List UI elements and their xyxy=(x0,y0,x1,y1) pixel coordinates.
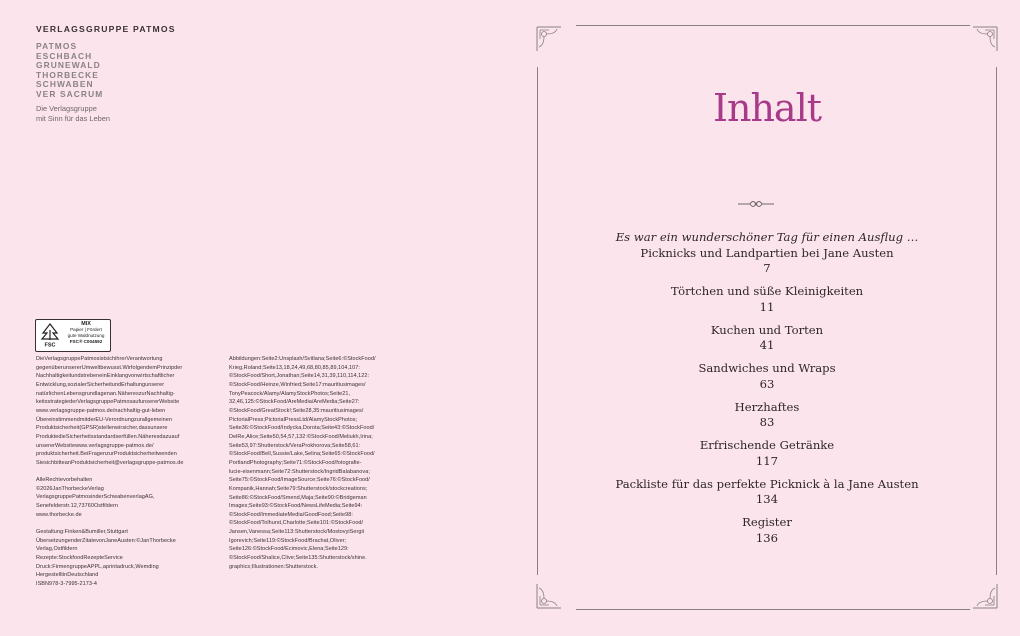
toc-entry[interactable] xyxy=(537,230,997,276)
toc-entry[interactable] xyxy=(537,477,997,508)
text-line: produktsicherheit.BeiFragenzurProduktsicherheitwenden xyxy=(36,451,177,458)
corner-ornament-icon xyxy=(971,25,999,53)
imprint-item: PATMOS xyxy=(36,41,78,51)
toc-entry[interactable] xyxy=(537,400,997,431)
text-line: ©StockFood/GreatStock!;Seite28,35:mauritiusimages/ xyxy=(229,407,364,414)
toc-entry-title: Picknicks und Landpartien bei Jane Austen xyxy=(640,245,894,260)
text-line: AlleRechtevorbehalten xyxy=(36,477,93,484)
text-line: Seite86:©StockFood/Smend,Maja;Seite90:©Bridgeman xyxy=(229,494,367,501)
legal-column-1 xyxy=(36,355,218,589)
toc-entry-page: 41 xyxy=(759,338,775,352)
text-line: natürlichenLebensgrundlagenan.NähereszurNachhaltig- xyxy=(36,390,175,397)
text-line: ©StockFood/Short,Jonathan;Seite14,31,39,110,114,122: xyxy=(229,373,370,380)
frame-bottom-line xyxy=(576,609,970,610)
text-line: Verlag,Ostfildern xyxy=(36,546,78,553)
text-line: Entwicklung,sozialerSicherheitundErhaltungunserer xyxy=(36,381,165,388)
text-line: Seite53,97:Shutterstock/VeraProkhorova;Seite58,61: xyxy=(229,442,361,449)
toc-entry-page: 136 xyxy=(755,530,779,545)
text-line: ©StockFood/Shalice,Clive;Seite135:Shutterstock/shine. xyxy=(229,555,367,562)
toc-entry-title: Packliste für das perfekte Picknick à la Jane Austen xyxy=(615,476,919,491)
toc-entry-title: Kuchen und Torten xyxy=(710,322,824,337)
text-line: keitsstrategiederVerlagsgruppePatmosaufunsererWebsite xyxy=(36,399,180,406)
frame-top-line xyxy=(576,25,970,26)
toc-entry[interactable] xyxy=(537,284,997,315)
table-of-contents xyxy=(537,230,997,554)
text-line: PictorialPress;PictorialPressLtd/AlamyStockPhotos; xyxy=(229,416,358,423)
text-line: Druck:FirmengruppeAPPL,aprintadruck,Wemding xyxy=(36,563,159,570)
text-line: Rezepte:StockfoodRezepteService xyxy=(36,554,123,561)
text-line: ProduktedieSicherheitsstandardserfüllen.Näheresdazuauf xyxy=(36,433,180,440)
toc-entry-title: Herzhaftes xyxy=(734,399,800,414)
fsc-text xyxy=(64,322,108,345)
tagline-line: mit Sinn für das Leben xyxy=(36,113,110,123)
tagline-line: Die Verlagsgruppe xyxy=(36,103,97,113)
text-line: www.verlagsgruppe-patmos.de/nachhaltig-gut-leben xyxy=(36,407,166,414)
toc-entry-title: Register xyxy=(742,515,792,529)
text-line: ©StockFood/Tolhurst,Charlotte;Seite101:©StockFood/ xyxy=(229,520,364,527)
imprint-item: THORBECKE xyxy=(36,69,99,80)
tagline xyxy=(36,104,176,124)
corner-ornament-icon xyxy=(971,582,999,610)
fsc-line: gute Waldnutzung xyxy=(67,332,105,338)
toc-entry[interactable] xyxy=(537,323,997,354)
toc-entry-lead: Es war ein wunderschöner Tag für einen Ausflug … xyxy=(615,230,919,244)
fsc-tree-icon xyxy=(38,322,62,348)
text-line: ÜbersetzungenderZitatevonJaneAusten:©JanThorbecke xyxy=(36,537,176,544)
fsc-logo-text: FSC xyxy=(44,342,56,348)
text-line: VerlagsgruppePatmosinderSchwabenverlagAG, xyxy=(36,494,155,501)
imprint-item: SCHWABEN xyxy=(36,79,94,90)
text-line: DelRe,Alice;Seite50,54,57,132:©StockFood/Meliukh,Irina; xyxy=(229,433,373,440)
text-line: 32,46,125:©StockFood/AreMedia/AreMedia;Seite27: xyxy=(229,399,360,406)
text-line: HergestelltinDeutschland xyxy=(36,572,99,579)
text-line: gegenüberunsererUmweltbewusst.WirfolgendemPrinzipder xyxy=(36,364,183,371)
text-line: Images;Seite93:©StockFood/NewsLifeMedia;Seite94: xyxy=(229,503,363,510)
toc-entry-page: 83 xyxy=(759,415,775,429)
text-line: ©StockFood/ImmediateMedia/GoodFood;Seite98: xyxy=(229,511,353,518)
text-line: unsererWebsitewww.verlagsgruppe-patmos.de/ xyxy=(36,442,154,449)
text-line: Seite36:©StockFood/Indycka,Dorota;Seite43:©StockFood/ xyxy=(229,425,375,432)
imprint-item: ESCHBACH xyxy=(36,50,93,61)
toc-entry-title: Erfrischende Getränke xyxy=(699,438,835,452)
text-line: ÜbereinstimmendmitderEU-Verordnungzurallgemeinen xyxy=(36,416,172,423)
toc-entry-title: Törtchen und süße Kleinigkeiten xyxy=(670,284,864,298)
text-line: ©StockFood/Heinze,Winfried;Seite17:mauritiusimages/ xyxy=(229,381,366,388)
toc-entry-page: 63 xyxy=(759,376,775,391)
text-line: www.thorbecke.de xyxy=(36,511,82,518)
toc-entry[interactable] xyxy=(537,361,997,392)
text-line: PortlandPhotography;Seite71:©StockFood/fotografie- xyxy=(229,459,362,466)
toc-entry[interactable] xyxy=(537,438,997,469)
corner-ornament-icon xyxy=(535,582,563,610)
toc-entry[interactable] xyxy=(537,515,997,546)
text-line: Seite126:©StockFood/Ecimovic,Elena;Seite129: xyxy=(229,546,349,553)
text-line: Kompanik,Hannah;Seite79:Shutterstock/stockcreations; xyxy=(229,485,368,492)
fsc-mix: MIX xyxy=(81,321,91,327)
text-line: Jansen,Vanessa;Seite113:Shutterstock/MostovyiSergii xyxy=(229,529,365,536)
publisher-title: VERLAGSGRUPPE PATMOS xyxy=(36,24,176,34)
text-line: Abbildungen:Seite2:Unsplash/Svitlana;Seite6:©StockFood/ xyxy=(229,356,376,362)
toc-entry-title: Sandwiches und Wraps xyxy=(698,361,836,375)
toc-entry-page: 134 xyxy=(755,492,779,506)
fsc-label xyxy=(35,319,111,352)
toc-entry-page: 11 xyxy=(759,299,775,314)
text-line: Produktsicherheit(GPSR)stellenwirsicher,dassunsere xyxy=(36,425,168,432)
text-line: Gestaltung:Finken&Bumiller,Stuttgart xyxy=(36,529,128,535)
publisher-block xyxy=(36,24,176,124)
text-line: Seite75:©StockFood/ImageSource;Seite76:©StockFood/ xyxy=(229,477,370,484)
imprint-list xyxy=(36,42,176,100)
toc-entry-page: 117 xyxy=(755,453,779,468)
text-line: NachhaltigkeitundstrebeneinEinklangvonwirtschaftlicher xyxy=(36,373,175,380)
page-title: Inhalt xyxy=(712,86,822,130)
text-line: DieVerlagsgruppePatmosistsichihrerVerantwortung xyxy=(36,356,163,362)
text-line: Krieg,Roland;Seite13,18,24,49,68,80,85,89,104,107: xyxy=(229,364,360,371)
fsc-code: FSC® C004592 xyxy=(69,339,103,345)
text-line: Igorevich;Seite119:©StockFood/Brachat,Oliver; xyxy=(229,537,347,544)
spacer xyxy=(36,468,218,477)
imprint-item: GRUNEWALD xyxy=(36,60,101,71)
text-line: lucie-eisenmann;Seite72:Shutterstock/IngridBalabanova; xyxy=(229,468,370,475)
text-line: TonyPeacock/Alamy/AlamyStockPhotos;Seite21, xyxy=(229,390,351,397)
credits-column-2 xyxy=(229,355,409,571)
corner-ornament-icon xyxy=(535,25,563,53)
imprint-item: VER SACRUM xyxy=(36,88,104,99)
text-line: ISBN978-3-7995-2173-4 xyxy=(36,580,97,587)
divider-ornament-icon xyxy=(737,198,775,210)
text-line: ©2026JanThorbeckeVerlag xyxy=(36,485,104,492)
text-line: graphics;Illustrationen:Shutterstock. xyxy=(229,563,318,570)
text-line: SiesichbitteanProduktsicherheit@verlagsgruppe-patmos.de xyxy=(36,459,184,466)
text-line: ©StockFood/Bell,Sussie/Lake,Selina;Seite65:©StockFood/ xyxy=(229,451,375,458)
fsc-line: Papier | Fördert xyxy=(70,327,102,333)
toc-entry-page: 7 xyxy=(763,261,771,275)
text-line: Senefelderstr.12,73760Ostfildern xyxy=(36,503,119,510)
spacer xyxy=(36,519,218,528)
